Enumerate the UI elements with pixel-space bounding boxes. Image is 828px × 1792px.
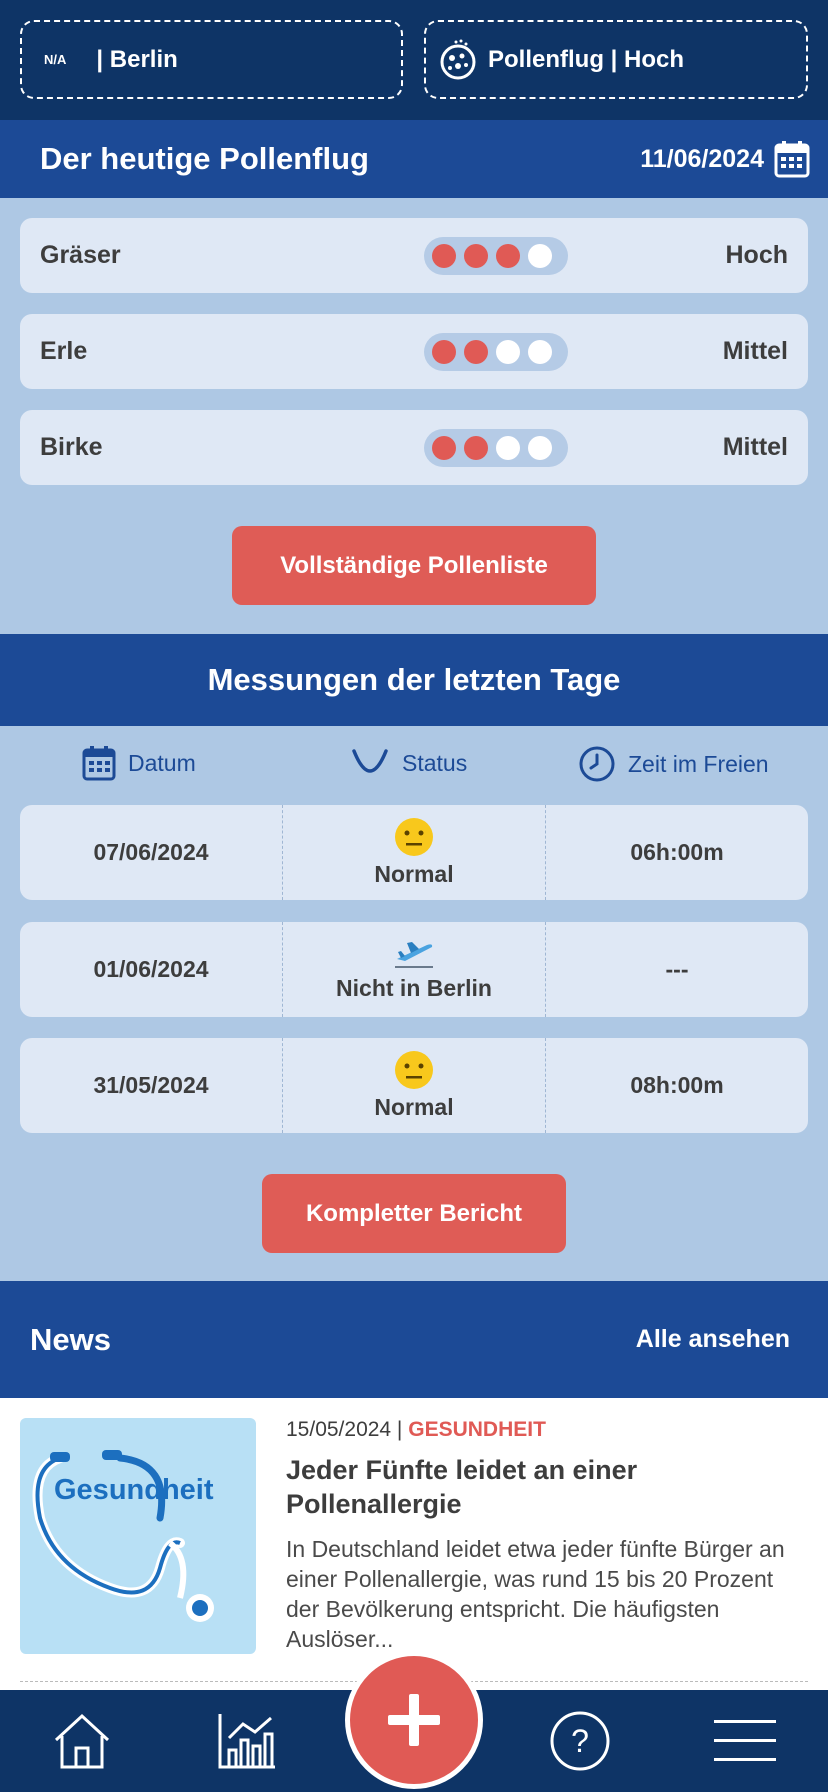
level-dot <box>528 436 552 460</box>
location-prefix: N/A <box>44 52 67 67</box>
measurement-date: 31/05/2024 <box>93 1072 209 1098</box>
svg-text:?: ? <box>571 1723 589 1759</box>
pollen-card-birke[interactable] <box>20 410 808 485</box>
measurements-title: Messungen der letzten Tage <box>0 634 828 726</box>
location-label: | Berlin <box>96 45 178 73</box>
today-date: 11/06/2024 <box>640 144 764 173</box>
calendar-icon <box>774 140 810 178</box>
plus-icon <box>384 1690 444 1750</box>
column-date-label: Datum <box>128 749 196 776</box>
pollen-card-erle[interactable] <box>20 314 808 389</box>
pollen-name: Erle <box>40 337 88 365</box>
level-dot <box>528 244 552 268</box>
neutral-face-icon <box>394 1050 434 1090</box>
location-chip[interactable] <box>20 20 403 99</box>
level-dot <box>496 340 520 364</box>
column-time <box>578 745 769 783</box>
pollen-level-indicator <box>424 237 568 275</box>
measurement-status-cell <box>282 1038 545 1133</box>
measurement-date: 01/06/2024 <box>93 956 209 982</box>
news-article[interactable] <box>0 1398 828 1690</box>
add-button[interactable] <box>345 1651 483 1789</box>
measurement-status-cell <box>282 805 545 900</box>
home-icon[interactable] <box>52 1712 112 1775</box>
level-dot <box>464 244 488 268</box>
top-bar <box>0 0 828 120</box>
see-all-link[interactable]: Alle ansehen <box>635 1325 790 1353</box>
full-pollen-list-button[interactable]: Vollständige Pollenliste <box>232 526 596 605</box>
menu-icon[interactable] <box>714 1718 776 1769</box>
news-category: GESUNDHEIT <box>408 1418 546 1441</box>
today-date-picker[interactable] <box>640 140 810 178</box>
smile-icon <box>350 745 390 781</box>
chart-icon[interactable] <box>217 1712 277 1775</box>
news-header <box>0 1281 828 1398</box>
pollen-icon <box>438 38 478 82</box>
column-status <box>350 745 467 781</box>
measurement-status: Nicht in Berlin <box>336 975 492 1001</box>
measurement-time: 08h:00m <box>545 1038 808 1133</box>
news-headline: Jeder Fünfte leidet an einer Pollenallergie <box>286 1455 638 1519</box>
measurement-status: Normal <box>374 1094 454 1120</box>
measurement-row[interactable] <box>20 805 808 900</box>
pollen-level-indicator <box>424 429 568 467</box>
level-dot <box>432 436 456 460</box>
pollen-level: Mittel <box>722 433 788 461</box>
pollen-name: Gräser <box>40 241 121 269</box>
pollen-level: Mittel <box>722 337 788 365</box>
stethoscope-icon <box>20 1418 256 1654</box>
airplane-icon <box>393 937 435 971</box>
level-dot <box>464 340 488 364</box>
news-meta <box>286 1418 546 1442</box>
pollen-card-graeser[interactable] <box>20 218 808 293</box>
pollen-status-label: Pollenflug | Hoch <box>488 45 685 73</box>
pollen-status-chip[interactable] <box>424 20 808 99</box>
today-title: Der heutige Pollenflug <box>40 141 369 176</box>
column-date <box>82 745 196 781</box>
clock-icon <box>578 745 616 783</box>
calendar-icon <box>82 745 116 781</box>
measurement-status-cell <box>282 922 545 1017</box>
level-dot <box>464 436 488 460</box>
level-dot <box>496 244 520 268</box>
pollen-level-indicator <box>424 333 568 371</box>
pollen-level: Hoch <box>725 241 788 269</box>
column-status-label: Status <box>402 749 468 776</box>
pollen-name: Birke <box>40 433 103 461</box>
level-dot <box>528 340 552 364</box>
news-date: 15/05/2024 | <box>286 1418 403 1441</box>
level-dot <box>432 244 456 268</box>
today-header <box>0 120 828 198</box>
news-title: News <box>30 1321 111 1357</box>
level-dot <box>432 340 456 364</box>
measurement-row[interactable] <box>20 1038 808 1133</box>
measurement-row[interactable] <box>20 922 808 1017</box>
neutral-face-icon <box>394 817 434 857</box>
column-time-label: Zeit im Freien <box>628 750 769 777</box>
measurement-time: 06h:00m <box>545 805 808 900</box>
news-excerpt: In Deutschland leidet etwa jeder fünfte Bürger an einer Pollenallergie, was rund 15 bis 20 Prozent der Bevölkerung entspricht. Die häufigsten Auslöser... <box>286 1536 785 1652</box>
news-thumbnail <box>20 1418 256 1654</box>
measurement-status: Normal <box>374 861 454 887</box>
help-icon[interactable] <box>549 1710 611 1777</box>
full-report-button[interactable]: Kompletter Bericht <box>262 1174 566 1253</box>
thumbnail-label: Gesundheit <box>54 1474 214 1506</box>
measurement-date: 07/06/2024 <box>93 839 209 865</box>
level-dot <box>496 436 520 460</box>
measurement-time: --- <box>545 922 808 1017</box>
